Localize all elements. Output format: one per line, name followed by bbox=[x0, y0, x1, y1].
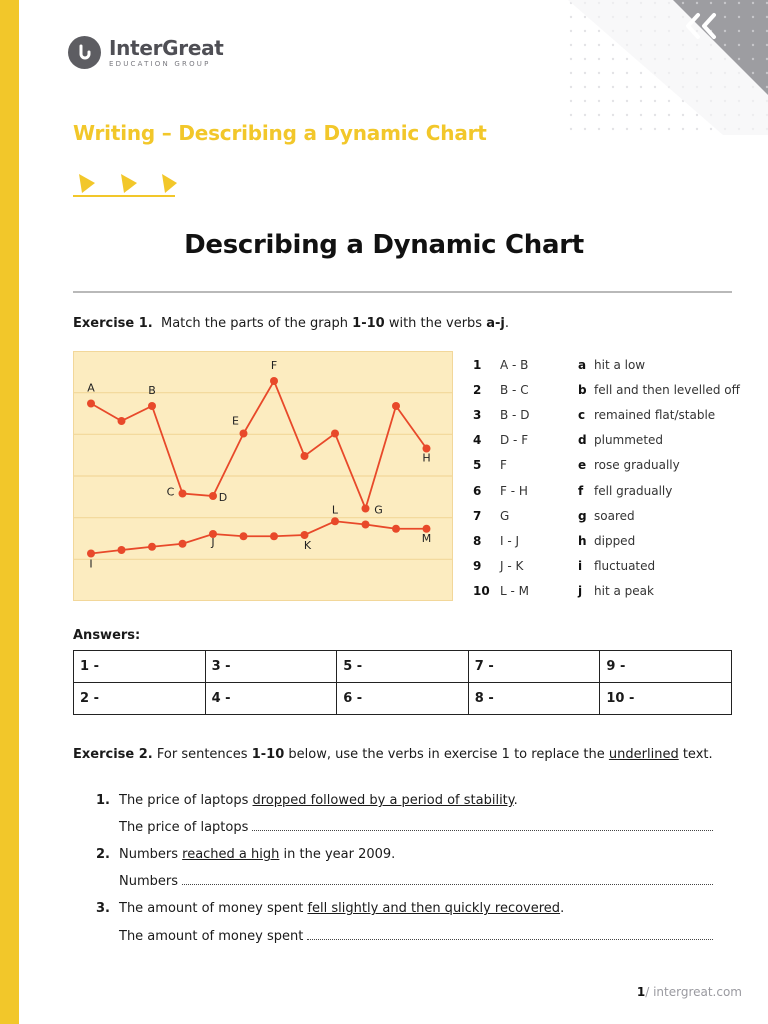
data-point bbox=[331, 430, 339, 438]
question-text-post: . bbox=[513, 793, 518, 808]
match-pair: B - C bbox=[500, 382, 529, 397]
match-row bbox=[473, 579, 740, 604]
data-point bbox=[87, 400, 95, 408]
match-row bbox=[473, 503, 740, 528]
point-label: B bbox=[148, 384, 156, 397]
question-number: 3. bbox=[96, 901, 110, 916]
match-table bbox=[473, 352, 740, 604]
match-letter: a bbox=[578, 357, 587, 372]
section-kicker: Writing – Describing a Dynamic Chart bbox=[73, 121, 487, 145]
match-letter: c bbox=[578, 407, 586, 422]
data-point bbox=[118, 417, 126, 425]
exercise2-underlined-word: underlined bbox=[608, 747, 679, 762]
exercise2-label: Exercise 2. bbox=[73, 747, 153, 762]
answers-table bbox=[73, 650, 732, 715]
match-letter: g bbox=[578, 508, 587, 523]
point-label: M bbox=[421, 531, 432, 545]
data-point bbox=[148, 402, 156, 410]
answer-cell[interactable]: 8 - bbox=[468, 683, 600, 715]
answers-label: Answers: bbox=[73, 628, 141, 643]
yellow-triangle-arrow-icon bbox=[73, 171, 177, 199]
match-verb: soared bbox=[594, 508, 635, 523]
data-point bbox=[270, 377, 278, 385]
answer-cell[interactable]: 7 - bbox=[468, 651, 600, 683]
question-underlined: fell slightly and then quickly recovered bbox=[307, 901, 561, 916]
answer-line-3[interactable] bbox=[119, 929, 713, 944]
data-point bbox=[240, 430, 248, 438]
point-label: E bbox=[232, 414, 239, 428]
data-point bbox=[240, 532, 248, 540]
answer-line-2[interactable] bbox=[119, 874, 713, 889]
match-pair: F - H bbox=[500, 483, 528, 498]
dotted-line[interactable] bbox=[252, 820, 713, 831]
dotted-line[interactable] bbox=[182, 874, 713, 885]
answer-lead: Numbers bbox=[119, 874, 178, 889]
data-point bbox=[87, 550, 95, 558]
corner-decoration bbox=[568, 0, 768, 135]
answer-cell[interactable]: 9 - bbox=[600, 651, 732, 683]
match-pair: L - M bbox=[500, 584, 529, 599]
exercise2-text-post: text. bbox=[678, 747, 713, 762]
match-verb: fell gradually bbox=[594, 483, 673, 498]
match-pair: G bbox=[500, 508, 510, 523]
match-number: 7 bbox=[473, 508, 482, 523]
point-label: C bbox=[166, 485, 175, 499]
exercise1-text-post: . bbox=[504, 316, 509, 331]
page-footer bbox=[637, 985, 742, 999]
answers-row bbox=[74, 651, 732, 683]
question-text-pre: Numbers bbox=[119, 847, 183, 862]
question-text-post: . bbox=[560, 901, 565, 916]
question-number: 2. bbox=[96, 847, 110, 862]
match-letter: i bbox=[578, 559, 583, 574]
match-pair: A - B bbox=[500, 357, 529, 372]
brand-subtitle: EDUCATION GROUP bbox=[109, 59, 211, 68]
exercise1-label: Exercise 1. bbox=[73, 316, 153, 331]
match-number: 8 bbox=[473, 533, 482, 548]
data-point bbox=[179, 490, 187, 498]
answer-cell[interactable]: 1 - bbox=[74, 651, 206, 683]
point-label: F bbox=[270, 359, 278, 372]
answer-lead: The price of laptops bbox=[119, 820, 249, 835]
page-number: 1 bbox=[636, 985, 646, 999]
answer-cell[interactable]: 6 - bbox=[337, 683, 469, 715]
answer-lead: The amount of money spent bbox=[119, 929, 304, 944]
question-underlined: reached a high bbox=[182, 847, 280, 862]
match-verb: dipped bbox=[594, 533, 636, 548]
match-number: 10 bbox=[473, 584, 490, 599]
answer-cell[interactable]: 2 - bbox=[74, 683, 206, 715]
exercise1-text-pre: Match the parts of the graph bbox=[161, 316, 353, 331]
answer-cell[interactable]: 3 - bbox=[205, 651, 337, 683]
match-number: 3 bbox=[473, 407, 482, 422]
match-row bbox=[473, 377, 740, 402]
data-point bbox=[301, 531, 309, 539]
data-point bbox=[148, 543, 156, 551]
match-row bbox=[473, 428, 740, 453]
match-letter: h bbox=[578, 533, 587, 548]
data-point bbox=[392, 402, 400, 410]
question-text-post: in the year 2009. bbox=[279, 847, 396, 862]
exercise1-instruction bbox=[73, 316, 509, 331]
exercise2-text-mid: below, use the verbs in exercise 1 to replace the bbox=[284, 747, 609, 762]
data-point bbox=[118, 546, 126, 554]
match-number: 1 bbox=[473, 357, 482, 372]
point-label: I bbox=[89, 557, 93, 571]
match-letter: d bbox=[578, 433, 587, 448]
match-letter: e bbox=[578, 458, 587, 473]
match-pair: D - F bbox=[500, 433, 529, 448]
match-verb: hit a low bbox=[594, 357, 646, 372]
data-point bbox=[209, 492, 217, 500]
question-3 bbox=[96, 901, 564, 916]
exercise2-text-pre: For sentences bbox=[156, 747, 252, 762]
match-row bbox=[473, 402, 740, 427]
data-point bbox=[301, 452, 309, 460]
match-pair: F bbox=[500, 458, 507, 473]
match-row bbox=[473, 453, 740, 478]
question-text-pre: The amount of money spent bbox=[119, 901, 308, 916]
match-number: 4 bbox=[473, 433, 482, 448]
question-text-pre: The price of laptops bbox=[119, 793, 253, 808]
footer-site: / intergreat.com bbox=[645, 985, 742, 999]
match-verb: plummeted bbox=[594, 433, 664, 448]
match-row bbox=[473, 528, 740, 553]
answer-cell[interactable]: 4 - bbox=[205, 683, 337, 715]
match-letter: b bbox=[578, 382, 587, 397]
match-letter: f bbox=[578, 483, 584, 498]
logo-mark-icon bbox=[68, 36, 101, 69]
exercise1-text-mid: with the verbs bbox=[384, 316, 487, 331]
data-point bbox=[179, 540, 187, 548]
point-label: D bbox=[218, 491, 228, 504]
answer-cell[interactable]: 5 - bbox=[337, 651, 469, 683]
question-2 bbox=[96, 847, 395, 862]
brand-logo bbox=[68, 36, 224, 69]
match-number: 9 bbox=[473, 559, 482, 574]
match-verb: rose gradually bbox=[594, 458, 680, 473]
question-1 bbox=[96, 793, 518, 808]
answers-row bbox=[74, 683, 732, 715]
dotted-line[interactable] bbox=[307, 929, 713, 940]
data-point bbox=[331, 517, 339, 525]
divider bbox=[73, 291, 732, 293]
question-underlined: dropped followed by a period of stability bbox=[252, 793, 514, 808]
match-row bbox=[473, 554, 740, 579]
point-label: G bbox=[374, 503, 383, 517]
question-number: 1. bbox=[96, 793, 110, 808]
match-row bbox=[473, 478, 740, 503]
match-verb: fell and then levelled off bbox=[594, 382, 740, 397]
answer-line-1[interactable] bbox=[119, 820, 713, 835]
match-pair: I - J bbox=[500, 533, 520, 548]
data-point bbox=[392, 525, 400, 533]
match-number: 6 bbox=[473, 483, 482, 498]
brand-name: InterGreat bbox=[109, 35, 224, 60]
exercise1-letters: a-j bbox=[486, 316, 505, 331]
point-label: A bbox=[87, 381, 95, 395]
match-verb: fluctuated bbox=[594, 559, 656, 574]
match-pair: B - D bbox=[500, 407, 530, 422]
point-label: H bbox=[422, 451, 431, 465]
data-point bbox=[270, 532, 278, 540]
answer-cell[interactable]: 10 - bbox=[600, 683, 732, 715]
exercise1-range: 1-10 bbox=[352, 316, 385, 331]
exercise2-instruction bbox=[73, 745, 733, 765]
point-label: K bbox=[303, 539, 312, 552]
match-letter: j bbox=[578, 584, 583, 599]
exercise2-range: 1-10 bbox=[251, 747, 285, 762]
point-label: L bbox=[331, 503, 339, 517]
match-pair: J - K bbox=[500, 559, 524, 574]
page-title: Describing a Dynamic Chart bbox=[184, 230, 584, 260]
match-number: 5 bbox=[473, 458, 482, 473]
data-point bbox=[362, 521, 370, 529]
left-accent-bar bbox=[0, 0, 19, 1024]
match-row bbox=[473, 352, 740, 377]
match-number: 2 bbox=[473, 382, 482, 397]
line-chart bbox=[73, 351, 453, 601]
point-label: J bbox=[211, 536, 215, 549]
data-point bbox=[362, 505, 370, 513]
match-verb: remained flat/stable bbox=[594, 407, 716, 422]
match-verb: hit a peak bbox=[594, 584, 654, 599]
